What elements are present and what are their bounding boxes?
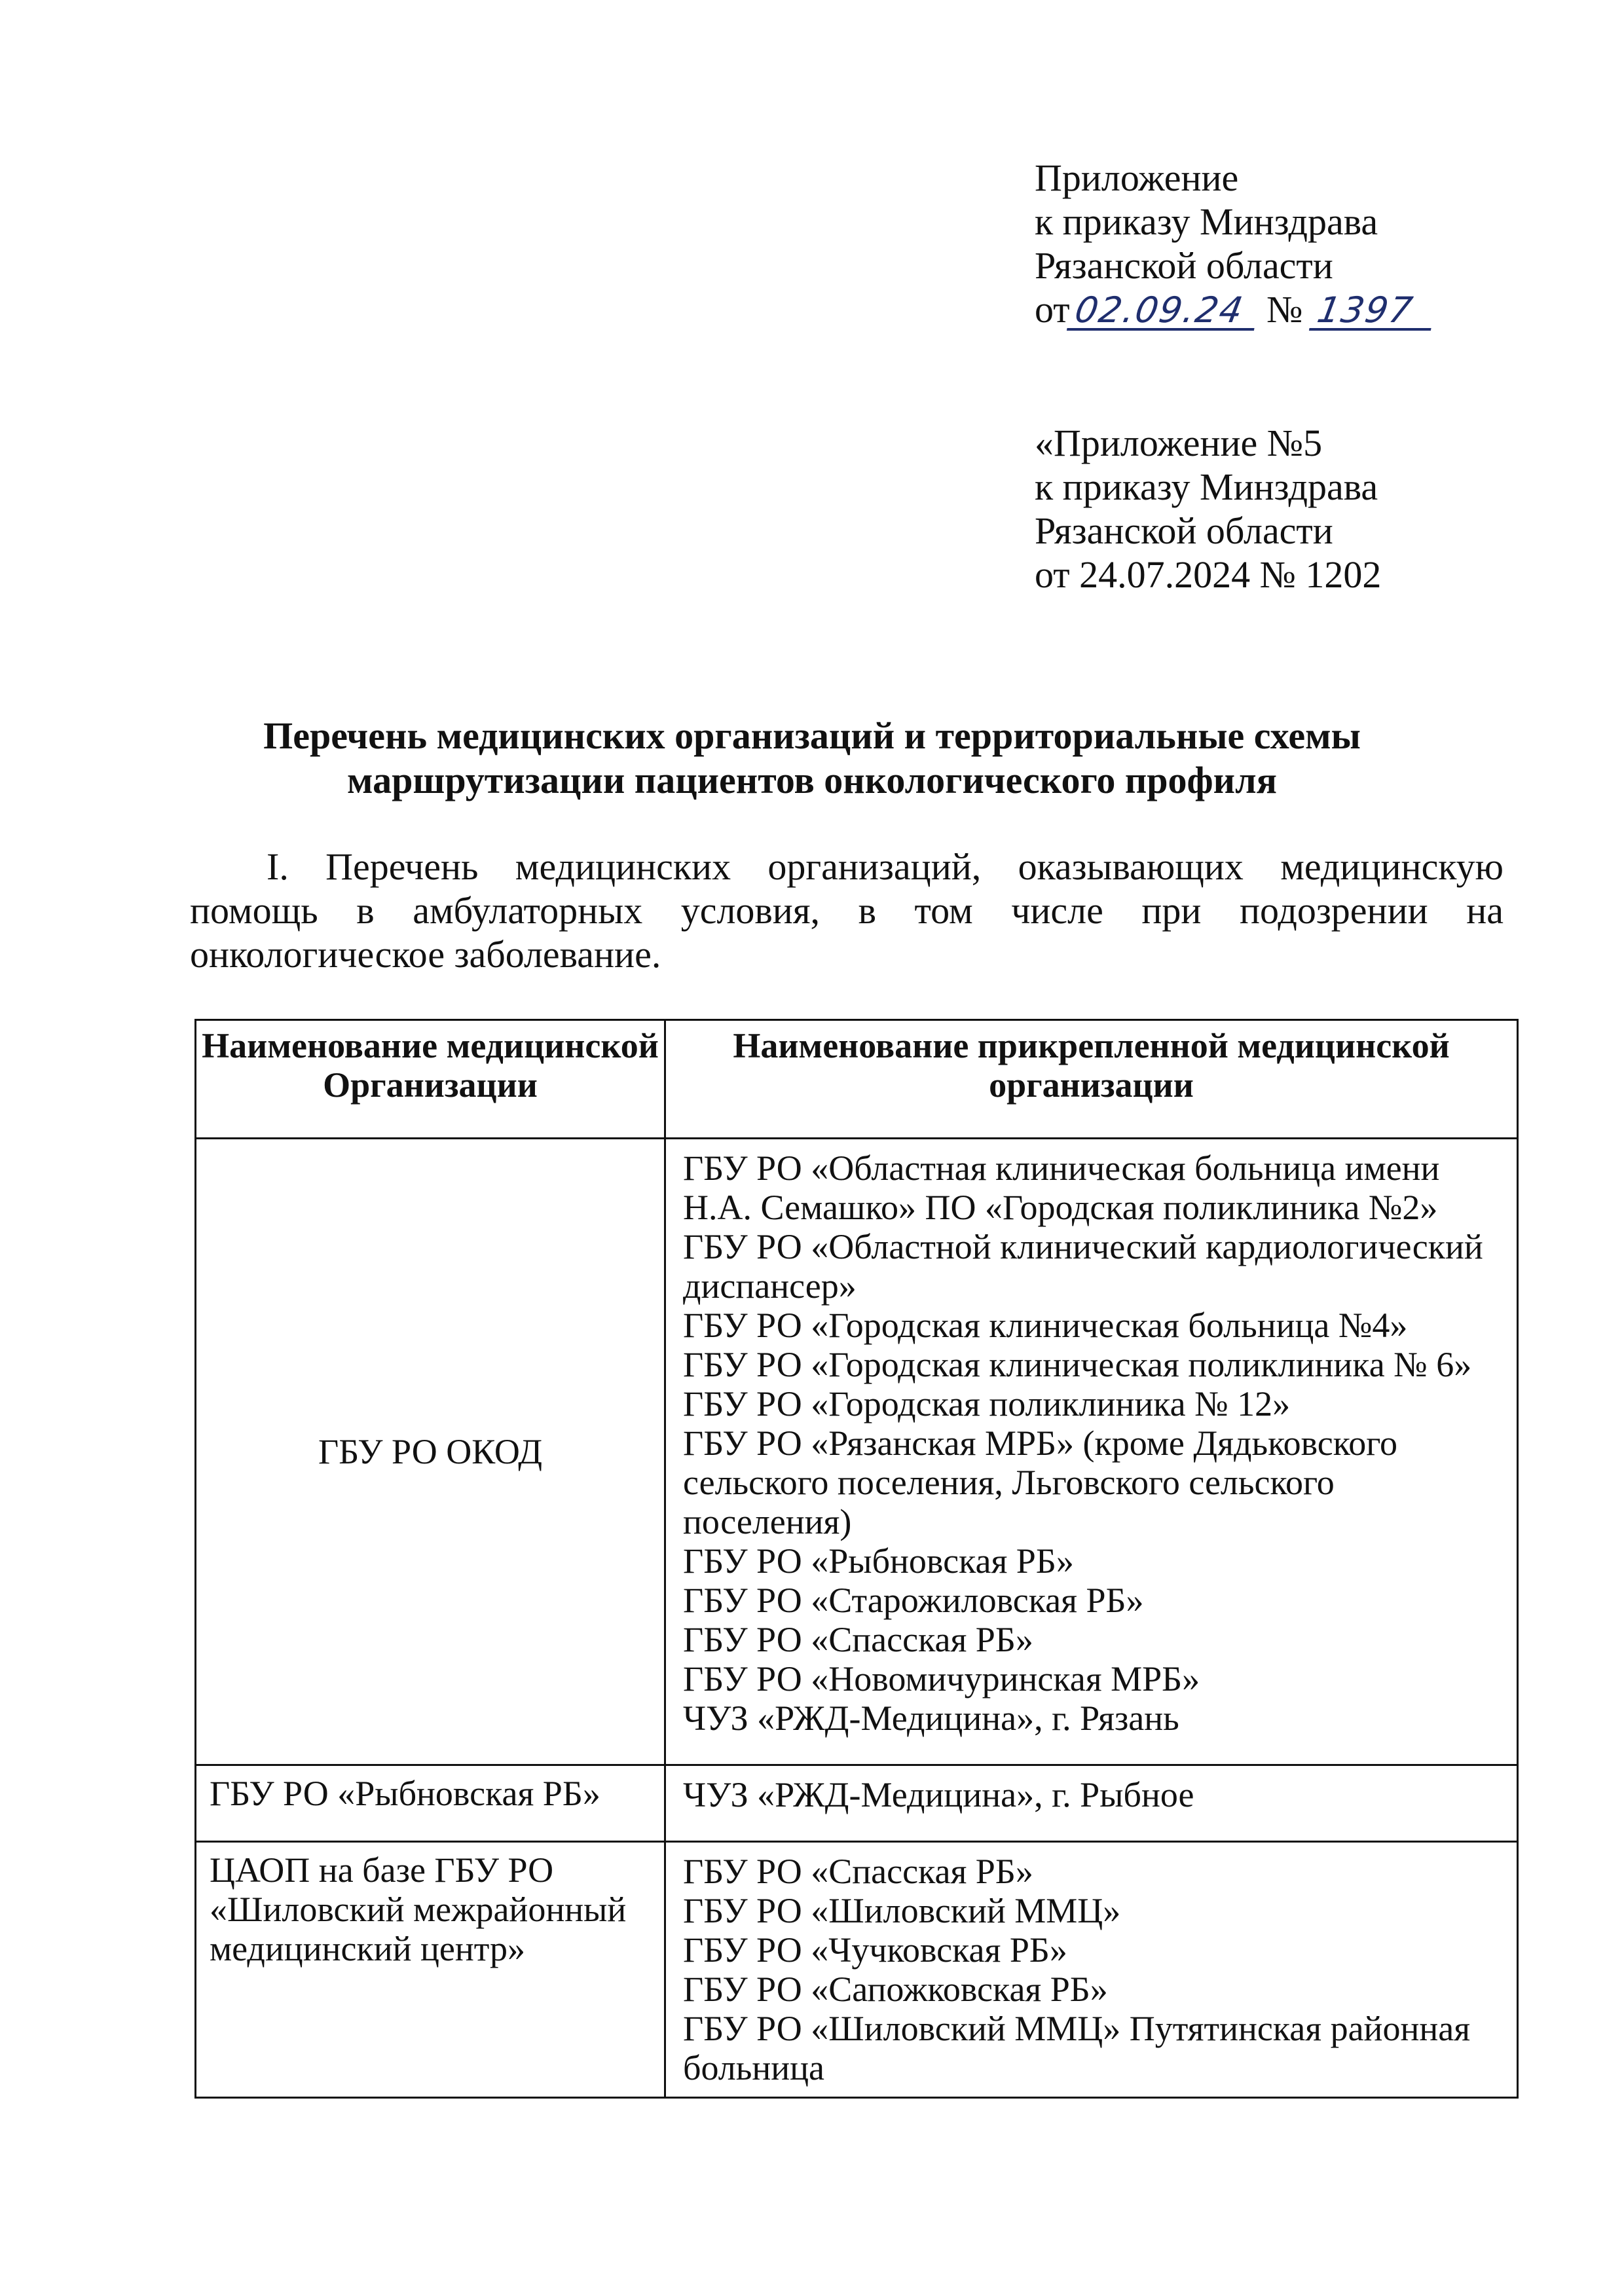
attached-item: ГБУ РО «Городская поликлиника № 12» bbox=[683, 1384, 1291, 1423]
table-row bbox=[196, 1139, 1518, 1765]
attached-item: ГБУ РО «Сапожковская РБ» bbox=[683, 1970, 1108, 2009]
handwritten-number: 1397 bbox=[1309, 293, 1437, 331]
attached-item: ГБУ РО «Городская клиническая поликлиника № 6» bbox=[683, 1345, 1472, 1384]
annex-line: Приложение bbox=[1035, 156, 1239, 199]
title-line: Перечень медицинских организаций и территориальные схемы bbox=[263, 714, 1361, 757]
annex-line: Рязанской области bbox=[1035, 244, 1333, 287]
attached-cell bbox=[665, 1765, 1518, 1842]
attached-item: ГБУ РО «Чучковская РБ» bbox=[683, 1930, 1067, 1970]
attached-cell bbox=[665, 1139, 1518, 1765]
attached-item: ГБУ РО «Областной клинический кардиологический диспансер» bbox=[683, 1227, 1483, 1306]
attached-item: ГБУ РО «Городская клиническая больница №4» bbox=[683, 1306, 1408, 1345]
table-header-row bbox=[196, 1020, 1518, 1139]
document-title bbox=[190, 714, 1434, 803]
annex-date-line bbox=[1035, 287, 1434, 331]
org-cell: ГБУ РО ОКОД bbox=[196, 1139, 665, 1765]
attached-item: ЧУЗ «РЖД-Медицина», г. Рыбное bbox=[683, 1775, 1194, 1814]
attached-item: ГБУ РО «Областная клиническая больница имени Н.А. Семашко» ПО «Городская поликлиника №2» bbox=[683, 1148, 1440, 1227]
number-prefix: № bbox=[1266, 288, 1303, 331]
section-intro: I. Перечень медицинских организаций, оказывающих медицинскую помощь в амбулаторных условия, в том числе при подозрении на онкологическое заболевание. bbox=[190, 845, 1504, 976]
attached-item: ГБУ РО «Спасская РБ» bbox=[683, 1852, 1033, 1891]
attached-item: ГБУ РО «Спасская РБ» bbox=[683, 1620, 1033, 1659]
attached-item: ГБУ РО «Шиловский ММЦ» bbox=[683, 1891, 1121, 1930]
annex-line: от 24.07.2024 № 1202 bbox=[1035, 553, 1382, 596]
annex-current-order bbox=[1035, 156, 1434, 331]
attached-item: ГБУ РО «Старожиловская РБ» bbox=[683, 1581, 1144, 1620]
table-row bbox=[196, 1765, 1518, 1842]
org-cell: ГБУ РО «Рыбновская РБ» bbox=[196, 1765, 665, 1842]
org-cell: ЦАОП на базе ГБУ РО «Шиловский межрайонный медицинский центр» bbox=[196, 1842, 665, 2098]
attached-item: ГБУ РО «Шиловский ММЦ» Путятинская районная больница bbox=[683, 2009, 1471, 2087]
annex-line: к приказу Минздрава bbox=[1035, 466, 1378, 508]
attached-item: ЧУЗ «РЖД-Медицина», г. Рязань bbox=[683, 1698, 1179, 1738]
annex-original-order bbox=[1035, 421, 1381, 597]
title-line: маршрутизации пациентов онкологического профиля bbox=[346, 759, 1277, 801]
attached-item: ГБУ РО «Рязанская МРБ» (кроме Дядьковского сельского поселения, Льговского сельского поселения) bbox=[683, 1423, 1398, 1541]
annex-line: к приказу Минздрава bbox=[1035, 200, 1378, 243]
table-row bbox=[196, 1842, 1518, 2098]
attached-cell bbox=[665, 1842, 1518, 2098]
header-org: Наименование медицинской Организации bbox=[196, 1020, 665, 1139]
annex-line: Рязанской области bbox=[1035, 509, 1333, 552]
header-attached: Наименование прикрепленной медицинской организации bbox=[665, 1020, 1518, 1139]
date-prefix: от bbox=[1035, 288, 1070, 331]
attached-item: ГБУ РО «Рыбновская РБ» bbox=[683, 1541, 1074, 1581]
routing-table bbox=[194, 1019, 1519, 2099]
attached-item: ГБУ РО «Новомичуринская МРБ» bbox=[683, 1659, 1200, 1698]
handwritten-date: 02.09.24 bbox=[1066, 293, 1260, 331]
annex-line: «Приложение №5 bbox=[1035, 422, 1323, 464]
